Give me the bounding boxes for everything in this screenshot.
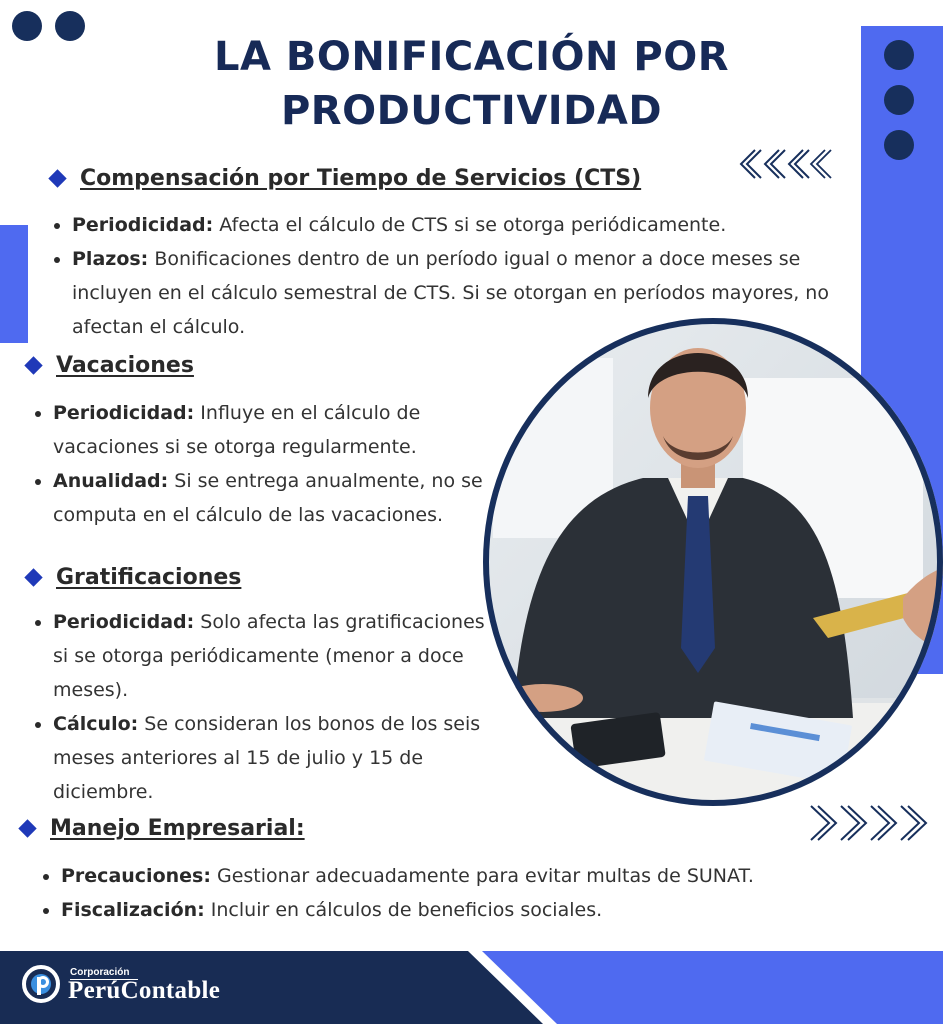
section-title: Manejo Empresarial: — [50, 816, 305, 841]
businessman-photo — [483, 318, 943, 806]
list-item — [35, 605, 500, 707]
perucontable-logo-icon — [22, 965, 60, 1003]
item-text: Si se entrega anualmente, no se computa en el cálculo de las vacaciones. — [53, 470, 483, 526]
manejo-list — [43, 859, 903, 927]
item-text: Afecta el cálculo de CTS si se otorga periódicamente. — [213, 214, 727, 236]
item-text: Incluir en cálculos de beneficios sociales. — [204, 899, 603, 921]
list-item — [35, 464, 485, 532]
section-title: Compensación por Tiempo de Servicios (CTS) — [80, 166, 642, 191]
item-text: Gestionar adecuadamente para evitar multas de SUNAT. — [210, 865, 754, 887]
page-title — [0, 30, 943, 138]
section-header-gratificaciones — [27, 565, 241, 590]
list-item — [43, 893, 903, 927]
logo-tagline: Corporación — [70, 967, 130, 978]
section-header-vacaciones — [27, 353, 194, 378]
diamond-bullet-icon — [48, 169, 66, 187]
list-item — [35, 396, 485, 464]
gratificaciones-list — [35, 605, 500, 809]
item-text: Solo afecta las gratificaciones si se otorga periódicamente (menor a doce meses). — [53, 611, 485, 701]
diamond-bullet-icon — [18, 819, 36, 837]
diamond-bullet-icon — [24, 568, 42, 586]
item-label: Periodicidad: — [53, 402, 195, 424]
list-item — [43, 859, 903, 893]
item-label: Plazos: — [72, 248, 149, 270]
item-label: Periodicidad: — [72, 214, 214, 236]
section-title: Gratificaciones — [56, 565, 242, 590]
left-accent-band — [0, 225, 28, 343]
chevrons-right-icon — [808, 803, 928, 843]
list-item — [35, 707, 500, 809]
item-label: Precauciones: — [61, 865, 211, 887]
section-header-cts — [51, 166, 641, 191]
item-label: Cálculo: — [53, 713, 139, 735]
item-label: Fiscalización: — [61, 899, 205, 921]
vacaciones-list — [35, 396, 485, 532]
section-title: Vacaciones — [56, 353, 194, 378]
title-line-2: PRODUCTIVIDAD — [280, 88, 663, 134]
item-text: Se consideran los bonos de los seis meses anteriores al 15 de julio y 15 de diciembre. — [53, 713, 481, 803]
section-header-manejo — [21, 816, 305, 841]
title-line-1: LA BONIFICACIÓN POR — [213, 34, 729, 80]
diamond-bullet-icon — [24, 356, 42, 374]
list-item — [54, 208, 854, 242]
chevrons-left-icon — [737, 147, 832, 181]
item-label: Anualidad: — [53, 470, 169, 492]
item-text: Bonificaciones dentro de un período igual o menor a doce meses se incluyen en el cálculo semestral de CTS. Si se otorgan en períodos mayores, no afectan el cálculo. — [72, 248, 829, 338]
logo-wordmark: PerúContable — [68, 977, 221, 1004]
item-label: Periodicidad: — [53, 611, 195, 633]
item-text: Influye en el cálculo de vacaciones si se otorga regularmente. — [53, 402, 421, 458]
